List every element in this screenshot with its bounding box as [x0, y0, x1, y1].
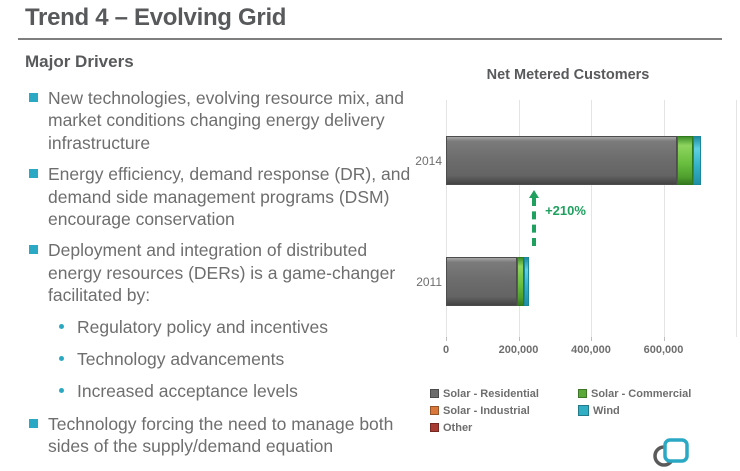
bullet-square-icon: [29, 245, 38, 254]
sub-bullet-item: [55, 380, 419, 402]
legend-swatch-gray-icon: [430, 389, 439, 398]
legend-item-solar-industrial: [430, 404, 578, 417]
company-logo-icon: [650, 437, 694, 471]
category-label: 2011: [416, 274, 442, 289]
gridline: [736, 100, 737, 337]
x-tick-label: 600,000: [643, 344, 684, 356]
bar-segment-wind: [524, 257, 529, 306]
bullet-dot-icon: [59, 388, 64, 393]
growth-annotation: [528, 190, 586, 246]
legend-item-wind: [578, 404, 726, 417]
legend-swatch-teal-icon: [578, 405, 589, 416]
growth-percent-label: +210%: [545, 203, 586, 218]
bar-segment-solar-residential: [446, 257, 517, 306]
legend-swatch-red-icon: [430, 423, 439, 432]
bar-segment-solar-residential: [446, 136, 677, 185]
x-axis: [442, 337, 736, 363]
legend-swatch-orange-icon: [430, 406, 439, 415]
legend-label: Solar - Residential: [443, 387, 539, 400]
x-tick-label: 400,000: [571, 344, 611, 356]
bullet-item: [25, 163, 419, 230]
sub-bullet-text: Technology advancements: [77, 348, 285, 369]
bullet-text: New technologies, evolving resource mix, and market conditions changing energy delivery infrastructure: [48, 88, 405, 153]
tick-mark: [591, 337, 592, 341]
chart-legend: [430, 387, 732, 438]
legend-label: Other: [443, 421, 473, 434]
bullet-square-icon: [29, 169, 38, 178]
sub-bullet-item: [55, 348, 419, 370]
sub-bullet-item: [55, 316, 419, 338]
bullet-text: Energy efficiency, demand response (DR), and demand side management programs (DSM) encourage conservation: [48, 164, 411, 229]
legend-item-solar-commercial: [578, 387, 726, 400]
legend-label: Solar - Commercial: [591, 387, 692, 400]
bullet-text: Deployment and integration of distributed energy resources (DERs) is a game-changer facilitated by:: [48, 240, 396, 306]
bullet-dot-icon: [59, 356, 64, 361]
bullet-square-icon: [29, 419, 38, 428]
bullet-item: [25, 87, 419, 154]
x-tick-label: 0: [442, 344, 450, 356]
sub-bullet-text: Regulatory policy and incentives: [77, 316, 328, 337]
legend-label: Wind: [593, 404, 620, 417]
bullet-dot-icon: [59, 324, 64, 329]
arrow-up-icon: [529, 190, 539, 198]
plot-area: [415, 100, 736, 337]
legend-label: Solar - Industrial: [443, 404, 530, 417]
legend-swatch-green-icon: [578, 389, 587, 398]
bullet-square-icon: [29, 93, 38, 102]
major-drivers-section: [25, 52, 419, 466]
bullet-item: [25, 413, 419, 458]
bar-row-2011: [416, 257, 736, 306]
title-underline: [18, 38, 722, 40]
legend-item-solar-residential: [430, 387, 578, 400]
page-title: Trend 4 – Evolving Grid: [25, 4, 287, 31]
dashed-arrow-line: [532, 198, 536, 246]
bar-segment-solar-commercial: [677, 136, 693, 185]
drivers-list: [25, 87, 419, 457]
tick-mark: [664, 337, 665, 341]
major-drivers-heading: Major Drivers: [25, 52, 134, 71]
tick-mark: [519, 337, 520, 341]
x-tick-label: 200,000: [498, 344, 539, 356]
sub-bullet-text: Increased acceptance levels: [77, 381, 298, 402]
category-label: 2014: [415, 153, 442, 168]
bar-row-2014: [415, 136, 736, 185]
bullet-text: Technology forcing the need to manage both sides of the supply/demand equation: [48, 413, 394, 457]
tick-mark: [446, 337, 447, 341]
bullet-item: [25, 239, 419, 306]
legend-item-other: [430, 421, 578, 434]
bar-segment-wind: [693, 136, 701, 185]
chart-title: Net Metered Customers: [486, 67, 650, 83]
